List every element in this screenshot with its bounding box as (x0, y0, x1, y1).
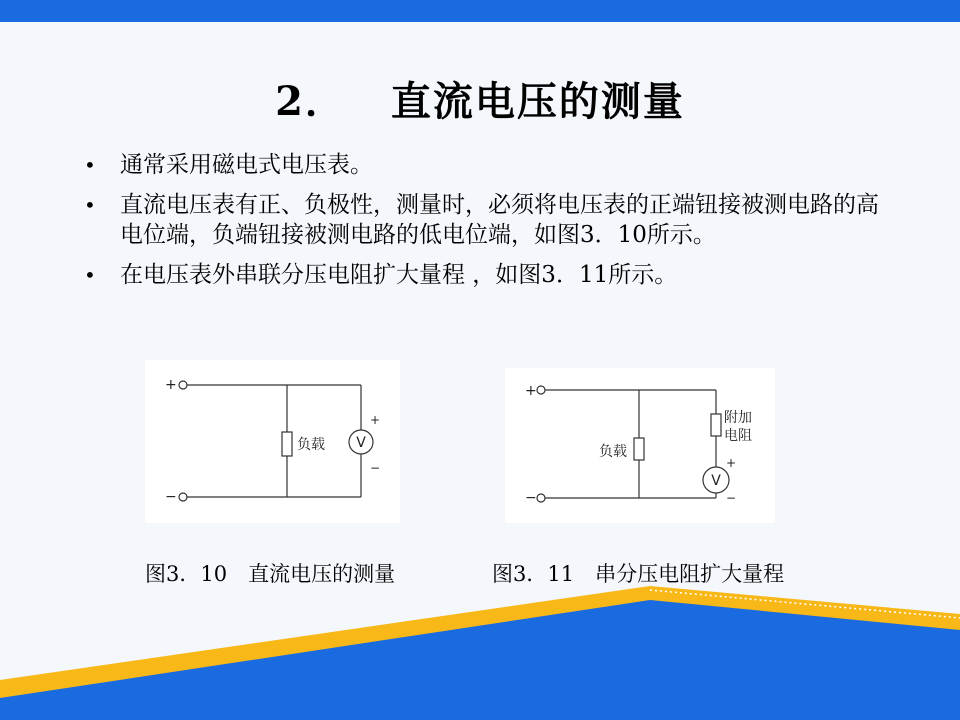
figure-3-11-circuit (505, 368, 775, 523)
title-number: 2． (275, 78, 347, 125)
figure-caption: 图3．10 直流电压的测量 (145, 562, 396, 586)
load-resistor (282, 432, 292, 456)
slide-title (0, 70, 960, 127)
load-label: 负载 (599, 444, 627, 460)
minus-label: − (525, 490, 537, 506)
load-resistor (634, 438, 644, 460)
plus-label: + (525, 383, 537, 399)
bullet-item: • 在电压表外串联分压电阻扩大量程 ，如图3．11所示。 (84, 260, 884, 290)
meter-plus-label: + (370, 413, 381, 427)
title-text: 直流电压的测量 (390, 78, 685, 125)
plus-label: + (165, 377, 177, 393)
meter-minus-label: − (726, 491, 737, 505)
resistor-label-line1: 附加 (724, 410, 752, 426)
minus-label: − (165, 489, 177, 505)
circuit-diagram (505, 368, 775, 523)
bullet-list (84, 150, 884, 300)
voltmeter-label: V (711, 473, 721, 489)
top-banner (0, 0, 960, 22)
bullet-item: • 通常采用磁电式电压表。 (84, 150, 884, 180)
terminal-minus (537, 494, 545, 502)
bottom-decoration (0, 570, 960, 720)
meter-plus-label: + (726, 456, 737, 470)
resistor-label-line2: 电阻 (724, 428, 752, 444)
circuit-diagram (145, 360, 400, 523)
series-resistor (711, 414, 721, 436)
terminal-plus (179, 381, 187, 389)
terminal-plus (537, 386, 545, 394)
terminal-minus (179, 493, 187, 501)
figure-3-10-circuit (145, 360, 400, 523)
voltmeter-label: V (356, 435, 366, 451)
figure-caption: 图3．11 串分压电阻扩大量程 (492, 562, 785, 586)
meter-minus-label: − (370, 461, 381, 475)
bullet-item: • 直流电压表有正、负极性，测量时，必须将电压表的正端钮接被测电路的高电位端，负端钮接被测电路的低电位端，如图3．10所示。 (84, 190, 884, 250)
load-label: 负载 (297, 437, 325, 453)
